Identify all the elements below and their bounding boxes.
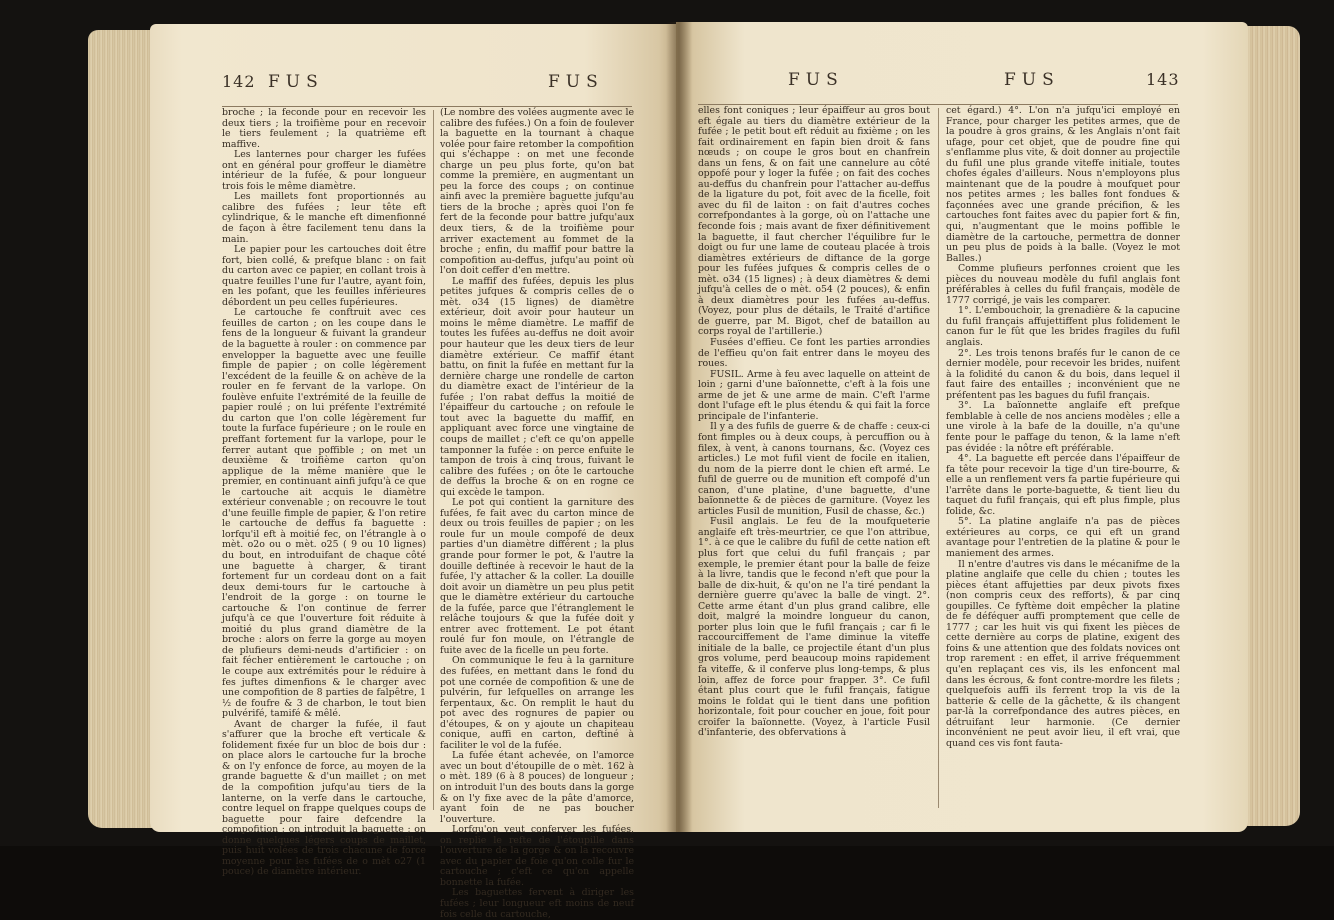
- paragraph: elles font coniques ; leur épaiffeur au gros bout eft égale au tiers du diamètre extérieur de la fufée ; le petit bout eft réduit au fixième ; on les fait ordinairement en fapin bien droit & fans nœuds ; on coupe le gros bout en chanfrein dans un fens, & on fait une cannelure au côté oppofé pour y loger la fufée ; on fait des coches au-deffus du chanfrein pour l'attacher au-deffus de la ligature du pot, foit avec de la ficelle, foit avec du fil de laiton : on fait d'autres coches correfpondantes à la gorge, où on l'attache une feconde fois ; mais avant de fixer définitivement la baguette, il faut chercher l'équilibre fur le doigt ou fur une lame de couteau placée à trois diamètres extérieurs de diftance de la gorge pour les fufées jufques & compris celles de o mèt. o34 (15 lignes) ; à deux diamètres & demi jufqu'à celles de o mèt. o54 (2 pouces), & enfin à deux diamètres pour les fufées au-deffus. (Voyez, pour plus de détails, le Traité d'artifice de guerre, par M. Bigot, chef de bataillon au corps royal de l'artillerie.): [698, 105, 930, 338]
- page-edges-right: [1242, 26, 1300, 826]
- paragraph: Comme plufieurs perfonnes croient que les pièces du nouveau modèle du fufil anglais font préférables à celles du fufil français, modèle de 1777 corrigé, je vais les comparer.: [946, 263, 1180, 306]
- paragraph: Le maffif des fufées, depuis les plus petites jufques & compris celles de o mèt. o34 (15 lignes) de diamètre extérieur, doit avoir pour hauteur un moins le même diamètre. Le maffif de toutes les fufées au-deffus ne doit avoir pour hauteur que les deux tiers de leur diamètre extérieur. Ce maffif étant battu, on finit la fufée en mettant fur la dernière charge une rondelle de carton du diamètre exact de l'intérieur de la fufée ; l'on rabat deffus la moitié de l'épaiffeur du cartouche ; on refoule le tout avec la baguette du maffif, en appliquant avec force une vingtaine de coups de maillet ; c'eft ce qu'on appelle tamponner la fufée : on perce enfuite le tampon de trois à cinq trous, fuivant le calibre des fufées ; on ôte le cartouche de deffus la broche & on en rogne ce qui excède le tampon.: [440, 275, 634, 498]
- left-column-1: [222, 108, 426, 878]
- right-column-1: [698, 106, 930, 739]
- paragraph: Fusil anglais. Le feu de la moufqueterie anglaife eft très-meurtrier, ce que l'on attribue, 1°. à ce que le calibre du fufil de cette nation eft plus fort que celui du fufil français ; par exemple, le premier étant pour la balle de feize à la livre, tandis que le fecond n'eft que pour la balle de dix-huit, & qu'on ne l'a tiré pendant la dernière guerre qu'avec la balle de vingt. 2°. Cette arme étant d'un plus grand calibre, elle doit, malgré la moindre longueur du canon, porter plus loin que le fufil français ; car fi le raccourciffement de l'ame diminue la viteffe initiale de la balle, ce projectile étant d'un plus gros volume, perd beaucoup moins rapidement fa viteffe, & il conferve plus long-temps, & plus loin, affez de force pour frapper. 3°. Ce fufil étant plus court que le fufil français, fatigue moins le foldat qui le tient dans une pofition horizontale, foit pour coucher en joue, foit pour croifer la baïonnette. (Voyez, à l'article Fusil d'infanterie, des obfervations à: [698, 516, 930, 739]
- paragraph: Les lanternes pour charger les fufées ont en général pour groffeur le diamètre intérieur de la fufée, & pour longueur trois fois le même diamètre.: [222, 149, 426, 192]
- paragraph: Il n'entre d'autres vis dans le mécanifme de la platine anglaife que celle du chien ; toutes les pièces étant affujetties par deux pivots fixes (non compris ceux des refforts), & par cinq goupilles. Ce fyftème doit empêcher la platine de fe déféquer auffi promptement que celle de 1777 ; car les huit vis qui fixent les pièces de cette dernière au corps de platine, exigent des foins & une attention que des foldats novices ont trop rarement : en effet, il arrive fréquemment qu'en replaçant ces vis, ils les enfoncent mal dans les écrous, & font contre-mordre les filets ; quelquefois auffi ils ferrent trop la vis de la batterie & celle de la gâchette, & ils changent par-là la correfpondance des autres pièces, en détruifant leur harmonie. (Ce dernier inconvénient ne peut avoir lieu, il eft vrai, que quand ces vis font fauta-: [946, 558, 1180, 749]
- paragraph: cet égard.) 4°. L'on n'a jufqu'ici employé en France, pour charger les petites armes, que de la poudre à gros grains, & les Anglais n'ont fait ufage, pour cet objet, que de poudre fine qui s'enflamme plus vite, & doit donner au projectile du fufil une plus grande viteffe initiale, toutes chofes égales d'ailleurs. Nous n'employons plus maintenant que de la poudre à moufquet pour nos petites armes ; les balles font fondues & façonnées avec une grande précifion, & les cartouches font faites avec du papier fort & fin, qui, n'augmentant que le moins poffible le diamètre de la cartouche, permettra de donner un peu plus de poids à la balle. (Voyez le mot Balles.): [946, 105, 1180, 264]
- right-column-divider: [938, 108, 939, 808]
- paragraph: Lorfqu'on veut conferver les fufées, on replie le refte de l'étoupille dans l'ouverture de la gorge & on la recouvre avec du papier de foie qu'on colle fur le cartouche ; c'eft ce qu'on appelle bonnette la fufée.: [440, 824, 634, 888]
- paragraph: Le cartouche fe conftruit avec ces feuilles de carton ; on les coupe dans le fens de la longueur & fuivant la grandeur de la baguette à rouler : on commence par envelopper la baguette avec une feuille fimple de papier ; on colle légèrement l'excédent de la feuille & on achève de la rouler en fe fervant de la varlope. On foulève enfuite l'extrémité de la feuille de papier roulé ; on lui préfente l'extrémité du carton que l'on colle légèrement fur toute la furface fupérieure ; on le roule en preffant fortement fur la varlope, pour le ferrer autant que poffible ; on met un deuxième & troifième carton qu'on applique de la même manière que le premier, en continuant ainfi jufqu'à ce que le cartouche ait acquis le diamètre extérieur convenable ; on recouvre le tout d'une feuille fimple de papier, & l'on retire le cartouche de deffus fa baguette : lorfqu'il eft à moitié fec, on l'étrangle à o mèt. o2o ou o mèt. o25 ( 9 ou 10 lignes) du bout, en introduifant de chaque côté une baguette à charger, & tirant fortement fur un cordeau dont on a fait deux demi-tours fur le cartouche à l'endroit de la gorge : on tourne le cartouche & l'on continue de ferrer jufqu'à ce que l'ouverture foit réduite à moitié du plus grand diamètre de la broche : alors on ferre la gorge au moyen de plufieurs demi-neuds d'artificier : on fait fécher entièrement le cartouche ; on le coupe aux extrémités pour le réduire à fes juftes dimenfions & le charger avec une compofition de 8 parties de falpêtre, 1 ½ de foufre & 3 de charbon, le tout bien pulvérifé, tamifé & mêlé.: [222, 307, 426, 720]
- paragraph: 1°. L'embouchoir, la grenadière & la capucine du fufil français affujettiffent plus folidement le canon fur le fût que les brides fragiles du fufil anglais.: [946, 305, 1180, 349]
- right-running-head-2: FUS: [1004, 70, 1060, 90]
- paragraph: Fusées d'effieu. Ce font les parties arrondies de l'effieu qu'on fait entrer dans le moyeu des roues.: [698, 337, 930, 370]
- right-page: [676, 22, 1248, 832]
- paragraph: Avant de charger la fufée, il faut s'affurer que la broche eft verticale & folidement fixée fur un bloc de bois dur : on place alors le cartouche fur la broche & on l'y enfonce de force, au moyen de la grande baguette & d'un maillet ; on met de la compofition jufqu'au tiers de la lanterne, on la verfe dans le cartouche, contre lequel on frappe quelques coups de baguette pour faire defcendre la compofition ; on introduit la baguette ; on donne quelques légers coups de maillet, puis huit volées de trois chacune de force moyenne pour les fufées de o mèt o27 (1 pouce) de diamètre intérieur.: [222, 718, 426, 878]
- paragraph: Les baguettes fervent à diriger les fufées ; leur longueur eft moins de neuf fois celle du cartouche,: [440, 887, 634, 920]
- right-page-number: 143: [1146, 70, 1180, 89]
- paragraph: On communique le feu à la garniture des fufées, en mettant dans le fond du pot une cornée de compofition & une de pulvérin, fur lefquelles on arrange les ferpentaux, &c. On remplit le haut du pot avec des rognures de papier ou d'étoupes, & on y ajoute un chapiteau conique, auffi en carton, deftiné à faciliter le vol de la fufée.: [440, 655, 634, 751]
- paragraph: Les maillets font proportionnés au calibre des fufées ; leur tête eft cylindrique, & le manche eft dimenfionné de façon à être facilement tenu dans la main.: [222, 191, 426, 245]
- left-running-head-2: FUS: [548, 72, 604, 92]
- paragraph: broche ; la feconde pour en recevoir les deux tiers ; la troifième pour en recevoir le tiers feulement ; la quatrième eft maffive.: [222, 107, 426, 150]
- paragraph: 2°. Les trois tenons brafés fur le canon de ce dernier modèle, pour recevoir les brides, nuifent à la folidité du canon & du bois, dans lequel il faut faire des entailles ; inconvénient que ne préfentent pas les bagues du fufil français.: [946, 347, 1180, 401]
- left-column-2: [440, 108, 634, 920]
- right-running-head-1: FUS: [788, 70, 844, 90]
- paragraph: Il y a des fufils de guerre & de chaffe : ceux-ci font fimples ou à deux coups, à percuffion ou à filex, à vent, à canons tournans, &c. (Voyez ces articles.) Le mot fufil vient de focile en italien, du nom de la pierre dont le chien eft armé. Le fufil de guerre ou de munition eft compofé d'un canon, d'une platine, d'une baguette, d'une baïonnette & de pièces de garniture. (Voyez les articles Fusil de munition, Fusil de chasse, &c.): [698, 421, 930, 517]
- paragraph: La fufée étant achevée, on l'amorce avec un bout d'étoupille de o mèt. 162 à o mèt. 189 (6 à 8 pouces) de longueur ; on introduit l'un des bouts dans la gorge & on l'y fixe avec de la pâte d'amorce, ayant foin de ne pas boucher l'ouverture.: [440, 750, 634, 825]
- paragraph: 3°. La baïonnette anglaife eft prefque femblable à celle de nos anciens modèles ; elle a une virole à la bafe de la douille, n'a qu'une fente pour le paffage du tenon, & la lame n'eft pas évidée : la nôtre eft préférable.: [946, 400, 1180, 454]
- page-edges-left: [88, 30, 158, 828]
- paragraph: Le pot qui contient la garniture des fufées, fe fait avec du carton mince de deux ou trois feuilles de papier ; on les roule fur un moule compofé de deux parties d'un diamètre différent ; la plus grande pour former le pot, & l'autre la douille deftinée à recevoir le haut de la fufée, l'y attacher & la coller. La douille doit avoir un diamètre un peu plus petit que le diamètre extérieur du cartouche de la fufée, parce que l'étranglement le relâche toujours & que la fufée doit y entrer avec frottement. Le pot étant roulé fur fon moule, on l'étrangle de fuite avec de la ficelle un peu forte.: [440, 497, 634, 656]
- left-running-head-1: FUS: [268, 72, 324, 92]
- left-page-number: 142: [222, 72, 256, 91]
- book-gutter: [666, 22, 692, 832]
- right-column-2: [946, 106, 1180, 749]
- paragraph: Le papier pour les cartouches doit être fort, bien collé, & prefque blanc : on fait du carton avec ce papier, en collant trois à quatre feuilles l'une fur l'autre, ayant foin, en les pofant, que les feuilles inférieures débordent un peu celles fupérieures.: [222, 244, 426, 308]
- paragraph: 4°. La baguette eft percée dans l'épaiffeur de fa tête pour recevoir la tige d'un tire-bourre, & elle a un renflement vers fa partie fupérieure qui l'arrête dans le porte-baguette, & tient lieu du taquet du fufil français, qui eft plus fimple, plus folide, &c.: [946, 453, 1180, 517]
- paragraph: (Le nombre des volées augmente avec le calibre des fufées.) On a foin de foulever la baguette en la tournant à chaque volée pour faire retomber la compofition qui s'échappe : on met une feconde charge un peu plus forte, qu'on bat comme la première, en augmentant un peu la force des coups ; on continue ainfi avec la première baguette jufqu'au tiers de la broche ; après quoi l'on fe fert de la feconde pour battre jufqu'aux deux tiers, & de la troifième pour arriver exactement au fommet de la broche ; enfin, du maffif pour battre la compofition au-deffus, jufqu'au point où l'on doit ceffer d'en mettre.: [440, 107, 634, 277]
- paragraph: FUSIL. Arme à feu avec laquelle on atteint de loin ; garni d'une baïonnette, c'eft à la fois une arme de jet & une arme de main. C'eft l'arme dont l'ufage eft le plus étendu & qui fait la force principale de l'infanterie.: [698, 368, 930, 422]
- left-page: [150, 24, 680, 920]
- left-column-divider: [433, 110, 434, 810]
- paragraph: 5°. La platine anglaife n'a pas de pièces extérieures au corps, ce qui eft un grand avantage pour l'entretien de la platine & pour le maniement des armes.: [946, 516, 1180, 559]
